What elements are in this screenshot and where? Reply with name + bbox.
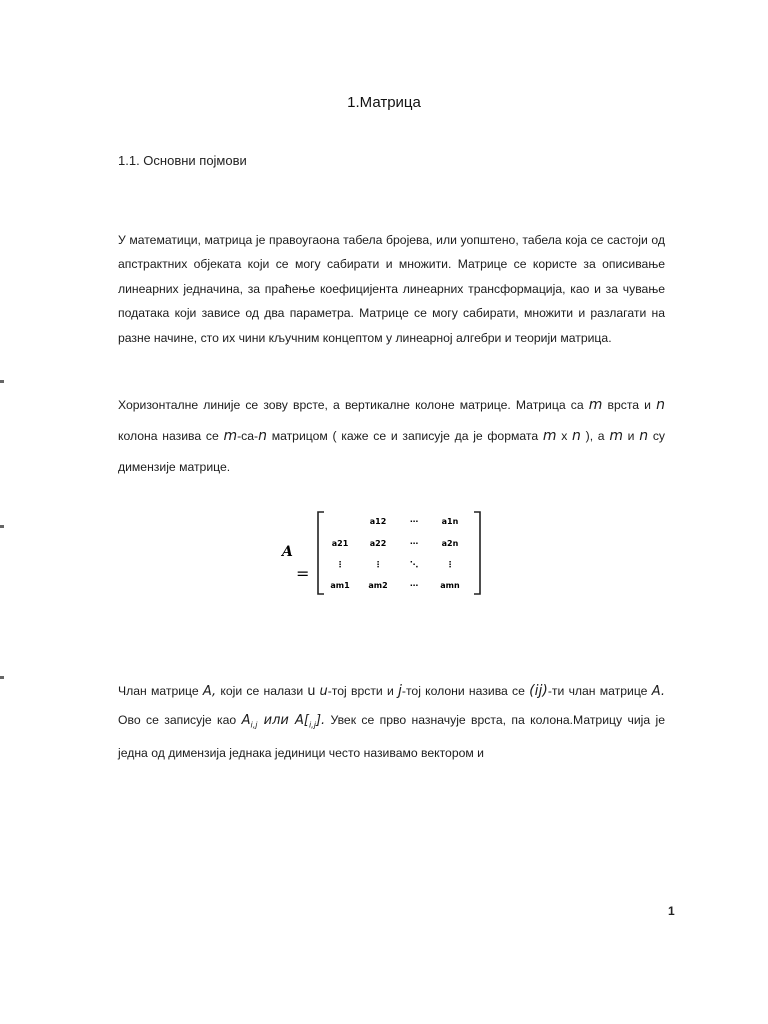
matrix-cell: amn [440, 581, 460, 590]
text-run: Хоризонталне линије се зову врсте, а вертикалне колоне матрице. Матрица са [118, 398, 589, 412]
math-i: u [319, 684, 328, 699]
text-run: -тој колони назива се [401, 684, 530, 698]
math-ij: (ij) [529, 683, 548, 699]
matrix-cell: ⋯ [410, 539, 418, 548]
math-m: m [223, 428, 238, 444]
page-number: 1 [668, 904, 675, 918]
matrix-cell: ⋮ [336, 560, 344, 569]
math-A: A, [202, 684, 217, 699]
text-run: Ово се записује као [118, 713, 242, 727]
math-n: n [656, 397, 665, 413]
math-subscript: i,j [308, 720, 316, 730]
math-n: n [572, 428, 581, 444]
matrix-figure [280, 508, 486, 600]
text-run: -ти члан матрице [547, 684, 652, 698]
text-run: врста и [602, 398, 657, 412]
math-n: n [639, 428, 649, 444]
matrix-cell: a21 [331, 539, 349, 548]
matrix-svg [280, 508, 486, 600]
matrix-cell: ⋮ [446, 560, 454, 569]
text-run: x [556, 429, 573, 443]
paragraph-elements [118, 676, 665, 768]
text-run: ), а [580, 429, 610, 443]
math-abr: A[ [294, 713, 309, 728]
matrix-label: A [282, 544, 293, 560]
matrix-cell: am2 [368, 581, 388, 590]
matrix-cell: a2n [441, 539, 459, 548]
matrix-cell: am1 [330, 581, 350, 590]
margin-mark [0, 676, 4, 679]
margin-mark [0, 380, 4, 383]
text-run: Члан матрице [118, 684, 203, 698]
text-run: који се налази [216, 684, 308, 698]
math-A: A. [651, 684, 665, 699]
text-run: су димензије матрице. [118, 429, 666, 474]
text-run: -тој врсти и [327, 684, 399, 698]
matrix-cell: ⋯ [410, 581, 418, 590]
matrix-cell: a22 [369, 539, 387, 548]
math-j: j [398, 683, 402, 699]
text-run: -са- [237, 429, 259, 443]
text-run: и [622, 429, 640, 443]
matrix-cell: a12 [369, 517, 387, 526]
math-m: m [609, 428, 623, 444]
math-aij: A [241, 713, 251, 728]
math-n: n [258, 428, 267, 444]
paragraph-dimensions [118, 390, 665, 483]
matrix-cell: ⋱ [410, 560, 418, 569]
matrix-cells [330, 517, 460, 590]
math-or: или [257, 713, 295, 728]
document-title: 1.Матрица [347, 94, 421, 111]
text-run: Увек се прво назначује врста, па колона.Матрицу чија је једна од димензија једнака јединици често називамо вектором и [118, 713, 665, 761]
text-run: матрицом ( каже се и записује да је формата [266, 429, 543, 443]
section-heading: 1.1. Основни појмови [118, 153, 247, 168]
matrix-cell: a1n [441, 517, 459, 526]
math-subscript: i,j [250, 720, 258, 730]
margin-mark [0, 525, 4, 528]
math-m: m [542, 428, 557, 444]
matrix-equals: = [296, 564, 310, 583]
matrix-cell: ⋯ [410, 517, 418, 526]
matrix-cell: ⋮ [374, 560, 382, 569]
paragraph-intro: У математици, матрица је правоугаона табела бројева, или уопштено, табела која се састоји од апстрактних објеката који се могу сабирати и множити. Матрице се користе за описивање линеарних једначина, за праћење коефицијента линеарних трансформација, као и за чување података који зависе од два параметра. Матрице се могу сабирати, множити и разлагати на разне начине, сто их чини кључним концептом у линеарној алгебри и теорији матрица. [118, 233, 665, 345]
text-run: u [307, 682, 316, 698]
math-m: m [588, 397, 603, 413]
math-abr-end: ]. [315, 713, 326, 728]
text-run: колона назива се [118, 429, 224, 443]
left-bracket [318, 512, 324, 594]
right-bracket [474, 512, 480, 594]
